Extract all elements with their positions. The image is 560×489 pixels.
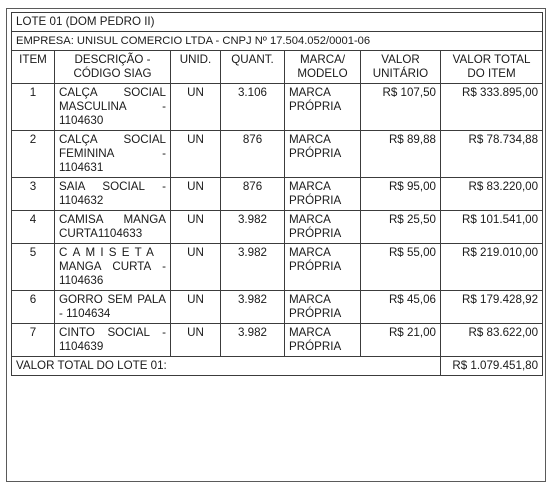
item-total-price: R$ 83.220,00 <box>441 178 543 211</box>
item-brand: MARCA PRÓPRIA <box>285 244 361 291</box>
item-brand: MARCA PRÓPRIA <box>285 131 361 178</box>
lote-table <box>11 12 543 376</box>
table-row <box>12 84 543 131</box>
header-row <box>12 51 543 84</box>
item-total-price: R$ 83.622,00 <box>441 324 543 357</box>
item-brand: MARCA PRÓPRIA <box>285 324 361 357</box>
header-valor-unitario: VALOR UNITÁRIO <box>361 51 441 84</box>
item-number: 1 <box>12 84 55 131</box>
item-number: 4 <box>12 211 55 244</box>
table-row <box>12 131 543 178</box>
header-item: ITEM <box>12 51 55 84</box>
table-row <box>12 324 543 357</box>
item-description: CINTO SOCIAL - 1104639 <box>55 324 171 357</box>
item-quantity: 876 <box>221 131 285 178</box>
header-marca: MARCA/ MODELO <box>285 51 361 84</box>
header-valor-total: VALOR TOTAL DO ITEM <box>441 51 543 84</box>
item-total-price: R$ 78.734,88 <box>441 131 543 178</box>
item-description: CALÇA SOCIAL FEMININA - 1104631 <box>55 131 171 178</box>
total-row <box>12 357 543 376</box>
document-frame <box>6 8 546 482</box>
item-brand: MARCA PRÓPRIA <box>285 178 361 211</box>
item-description: CALÇA SOCIAL MASCULINA - 1104630 <box>55 84 171 131</box>
empresa-row <box>12 32 543 51</box>
item-number: 5 <box>12 244 55 291</box>
item-quantity: 876 <box>221 178 285 211</box>
item-description <box>55 244 171 291</box>
item-brand: MARCA PRÓPRIA <box>285 211 361 244</box>
item-unit: UN <box>171 84 221 131</box>
item-description-spaced-word: CAMISETA <box>59 246 160 259</box>
table-row <box>12 178 543 211</box>
item-number: 2 <box>12 131 55 178</box>
item-total-price: R$ 333.895,00 <box>441 84 543 131</box>
lote-title: LOTE 01 (DOM PEDRO II) <box>12 13 543 32</box>
item-number: 7 <box>12 324 55 357</box>
table-row <box>12 244 543 291</box>
item-unit: UN <box>171 131 221 178</box>
item-unit-price: R$ 25,50 <box>361 211 441 244</box>
item-unit-price: R$ 89,88 <box>361 131 441 178</box>
header-quant: QUANT. <box>221 51 285 84</box>
item-description: GORRO SEM PALA - 1104634 <box>55 291 171 324</box>
item-unit-price: R$ 55,00 <box>361 244 441 291</box>
lote-total-value: R$ 1.079.451,80 <box>441 357 543 376</box>
item-quantity: 3.982 <box>221 244 285 291</box>
item-description: CAMISA MANGA CURTA1104633 <box>55 211 171 244</box>
item-number: 6 <box>12 291 55 324</box>
item-number: 3 <box>12 178 55 211</box>
item-unit: UN <box>171 244 221 291</box>
item-total-price: R$ 101.541,00 <box>441 211 543 244</box>
header-descricao: DESCRIÇÃO - CÓDIGO SIAG <box>55 51 171 84</box>
item-unit: UN <box>171 178 221 211</box>
item-unit-price: R$ 45,06 <box>361 291 441 324</box>
item-unit-price: R$ 107,50 <box>361 84 441 131</box>
item-quantity: 3.982 <box>221 324 285 357</box>
lote-total-label: VALOR TOTAL DO LOTE 01: <box>12 357 441 376</box>
item-unit: UN <box>171 324 221 357</box>
item-quantity: 3.106 <box>221 84 285 131</box>
item-brand: MARCA PRÓPRIA <box>285 291 361 324</box>
lote-title-row <box>12 13 543 32</box>
item-unit-price: R$ 95,00 <box>361 178 441 211</box>
table-row <box>12 211 543 244</box>
header-unid: UNID. <box>171 51 221 84</box>
item-unit: UN <box>171 211 221 244</box>
item-unit: UN <box>171 291 221 324</box>
item-unit-price: R$ 21,00 <box>361 324 441 357</box>
empresa-info: EMPRESA: UNISUL COMERCIO LTDA - CNPJ Nº 17.504.052/0001-06 <box>12 32 543 51</box>
item-description-rest: MANGA CURTA - 1104636 <box>59 260 166 287</box>
item-brand: MARCA PRÓPRIA <box>285 84 361 131</box>
item-total-price: R$ 179.428,92 <box>441 291 543 324</box>
item-quantity: 3.982 <box>221 291 285 324</box>
item-description: SAIA SOCIAL - 1104632 <box>55 178 171 211</box>
item-quantity: 3.982 <box>221 211 285 244</box>
table-row <box>12 291 543 324</box>
item-total-price: R$ 219.010,00 <box>441 244 543 291</box>
